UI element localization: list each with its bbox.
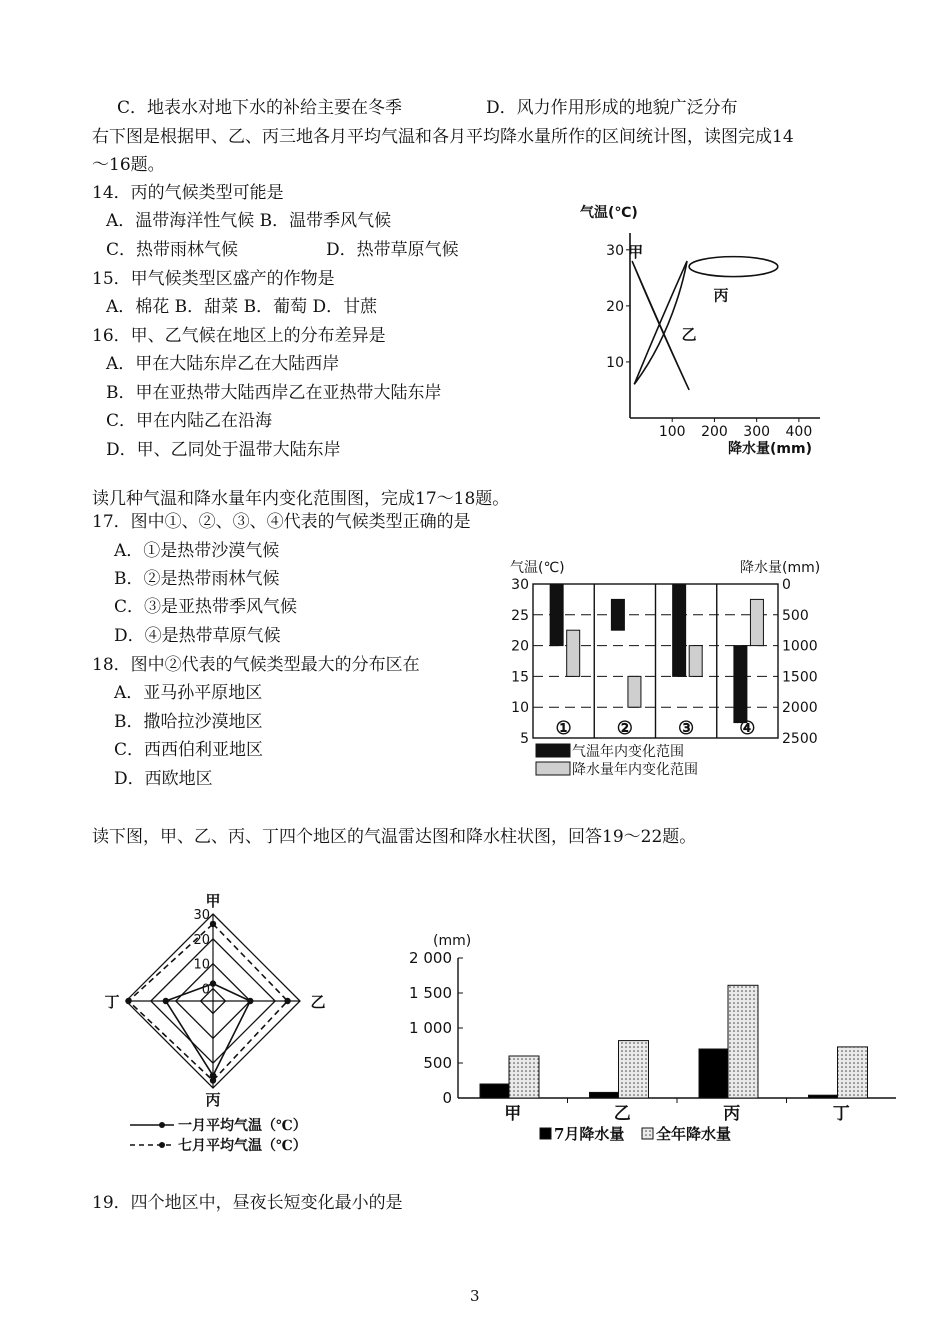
option-c-line: C．地表水对地下水的补给主要在冬季	[117, 98, 403, 118]
precip-range-bar	[628, 676, 641, 707]
question-16: 16．甲、乙气候在地区上的分布差异是	[92, 326, 386, 346]
annual-precip-bar	[838, 1047, 868, 1098]
temp-range-bar	[611, 599, 624, 630]
page-number: 3	[470, 1287, 480, 1305]
right-tick-label: 2000	[782, 700, 818, 717]
y-tick-label: 30	[606, 242, 624, 259]
y-tick-label: 1 000	[409, 1019, 452, 1037]
q14-option-c: C．热带雨林气候	[106, 240, 239, 260]
legend-swatch-precip	[536, 762, 570, 775]
july-precip-bar	[590, 1092, 620, 1098]
category-label: ④	[739, 718, 756, 739]
range-chart-ylabel-right: 降水量(mm)	[740, 560, 821, 576]
temp-range-bar	[673, 584, 686, 676]
category-label: 甲	[504, 1104, 522, 1124]
intro-14-16: 右下图是根据甲、乙、丙三地各月平均气温和各月平均降水量所作的区间统计图，读图完成14	[92, 127, 794, 147]
radar-tick-label: 10	[193, 957, 210, 973]
x-tick-label: 200	[701, 424, 728, 440]
legend-label-annual: 全年降水量	[656, 1125, 732, 1143]
q17-option-d: D．④是热带草原气候	[114, 626, 281, 646]
q18-option-b: B．撒哈拉沙漠地区	[114, 712, 263, 732]
range-chart-ylabel-left: 气温(℃)	[510, 560, 565, 576]
right-tick-label: 0	[782, 577, 791, 593]
intro-14-16-cont: ～16题。	[92, 155, 165, 175]
intro-19-22: 读下图，甲、乙、丙、丁四个地区的气温雷达图和降水柱状图，回答19～22题。	[92, 827, 697, 847]
radar-point	[284, 998, 290, 1004]
legend-label-july: 7月降水量	[554, 1125, 625, 1143]
loop-chart	[570, 195, 840, 465]
right-tick-label: 1500	[782, 669, 818, 686]
annual-precip-bar	[728, 985, 758, 1098]
radar-axis-label: 丙	[205, 1091, 221, 1109]
left-tick-label: 20	[511, 638, 529, 655]
q17-option-b: B．②是热带雨林气候	[114, 569, 280, 589]
category-label: 丙	[723, 1104, 741, 1124]
q14-options-ab: A．温带海洋性气候 B．温带季风气候	[106, 211, 392, 231]
temp-range-bar	[550, 584, 563, 646]
july-precip-bar	[699, 1049, 729, 1098]
left-tick-label: 15	[511, 669, 529, 686]
question-14: 14．丙的气候类型可能是	[92, 183, 284, 203]
q17-option-a: A．①是热带沙漠气候	[114, 541, 280, 561]
precip-range-bar	[567, 630, 580, 676]
question-15: 15．甲气候类型区盛产的作物是	[92, 269, 335, 289]
left-tick-label: 30	[511, 577, 529, 593]
x-tick-label: 300	[743, 424, 771, 440]
legend-label-temp: 气温年内变化范围	[572, 744, 684, 760]
precip-bar-chart	[400, 925, 920, 1155]
temp-range-bar	[734, 646, 747, 723]
legend-swatch-temp	[536, 744, 570, 757]
radar-tick-label: 0	[201, 982, 210, 998]
series-label-bing: 丙	[713, 286, 729, 305]
july-precip-bar	[809, 1095, 839, 1098]
y-tick-label: 500	[423, 1054, 452, 1072]
q16-option-d: D．甲、乙同处于温带大陆东岸	[106, 440, 341, 460]
loop-chart-ylabel: 气温(℃)	[580, 205, 638, 221]
q18-option-d: D．西欧地区	[114, 769, 213, 789]
radar-axis-label: 甲	[205, 892, 221, 910]
y-tick-label: 1 500	[409, 984, 452, 1002]
series-label-yi: 乙	[681, 325, 697, 344]
series-bing-ellipse	[689, 257, 778, 277]
radar-point	[247, 998, 253, 1004]
category-label: 丁	[832, 1104, 850, 1124]
radar-point	[210, 1077, 216, 1083]
x-tick-label: 100	[658, 424, 686, 440]
radar-tick-label: 20	[193, 932, 210, 948]
precip-chart-unit: (mm)	[433, 933, 472, 949]
legend-label-precip: 降水量年内变化范围	[572, 762, 698, 778]
right-tick-label: 2500	[782, 731, 818, 747]
legend-swatch-annual	[642, 1128, 653, 1139]
precip-range-bar	[689, 646, 702, 677]
radar-point	[163, 998, 169, 1004]
precip-range-bar	[750, 599, 763, 645]
q15-options: A．棉花 B．甜菜 B．葡萄 D．甘蔗	[106, 297, 378, 317]
legend-marker	[159, 1122, 165, 1128]
q18-option-a: A．亚马孙平原地区	[114, 683, 263, 703]
radar-tick-label: 30	[193, 908, 210, 923]
intro-17-18: 读几种气温和降水量年内变化范围图，完成17～18题。	[92, 489, 510, 509]
q16-option-a: A．甲在大陆东岸乙在大陆西岸	[106, 354, 340, 374]
radar-axis-label: 丁	[104, 993, 120, 1011]
category-label: 乙	[613, 1104, 631, 1124]
radar-point	[210, 980, 216, 986]
radar-point	[125, 998, 131, 1004]
legend-label: 七月平均气温（℃）	[178, 1138, 307, 1154]
left-tick-label: 10	[511, 700, 529, 717]
y-tick-label: 20	[606, 298, 624, 315]
right-tick-label: 1000	[782, 638, 818, 655]
july-precip-bar	[480, 1084, 510, 1098]
x-tick-label: 400	[785, 424, 813, 440]
radar-point	[210, 921, 216, 927]
radar-chart	[82, 878, 352, 1158]
q14-option-d: D．热带草原气候	[326, 240, 459, 260]
question-18: 18．图中②代表的气候类型最大的分布区在	[92, 655, 420, 675]
q17-option-c: C．③是亚热带季风气候	[114, 597, 298, 617]
left-tick-label: 5	[520, 731, 529, 747]
category-label: ③	[678, 718, 695, 739]
left-tick-label: 25	[511, 607, 529, 624]
question-19: 19．四个地区中，昼夜长短变化最小的是	[92, 1193, 403, 1213]
loop-chart-xlabel: 降水量(mm)	[728, 441, 812, 457]
legend-swatch-july	[540, 1128, 551, 1139]
range-bar-chart	[500, 556, 860, 788]
series-label-jia: 甲	[628, 243, 644, 262]
q16-option-c: C．甲在内陆乙在沿海	[106, 411, 273, 431]
radar-axis-label: 乙	[310, 993, 326, 1011]
legend-marker	[159, 1142, 165, 1148]
annual-precip-bar	[619, 1041, 649, 1098]
question-17: 17．图中①、②、③、④代表的气候类型正确的是	[92, 512, 471, 532]
legend-label: 一月平均气温（℃）	[178, 1118, 307, 1134]
series-yi-loop	[634, 261, 687, 384]
category-label: ①	[555, 718, 572, 739]
q18-option-c: C．西西伯利亚地区	[114, 740, 264, 760]
y-tick-label: 10	[606, 354, 624, 371]
q16-option-b: B．甲在亚热带大陆西岸乙在亚热带大陆东岸	[106, 383, 442, 403]
category-label: ②	[616, 718, 633, 739]
y-tick-label: 0	[442, 1089, 452, 1107]
option-d-line: D．风力作用形成的地貌广泛分布	[486, 98, 738, 118]
right-tick-label: 500	[782, 607, 809, 624]
annual-precip-bar	[509, 1056, 539, 1098]
y-tick-label: 2 000	[409, 949, 452, 967]
